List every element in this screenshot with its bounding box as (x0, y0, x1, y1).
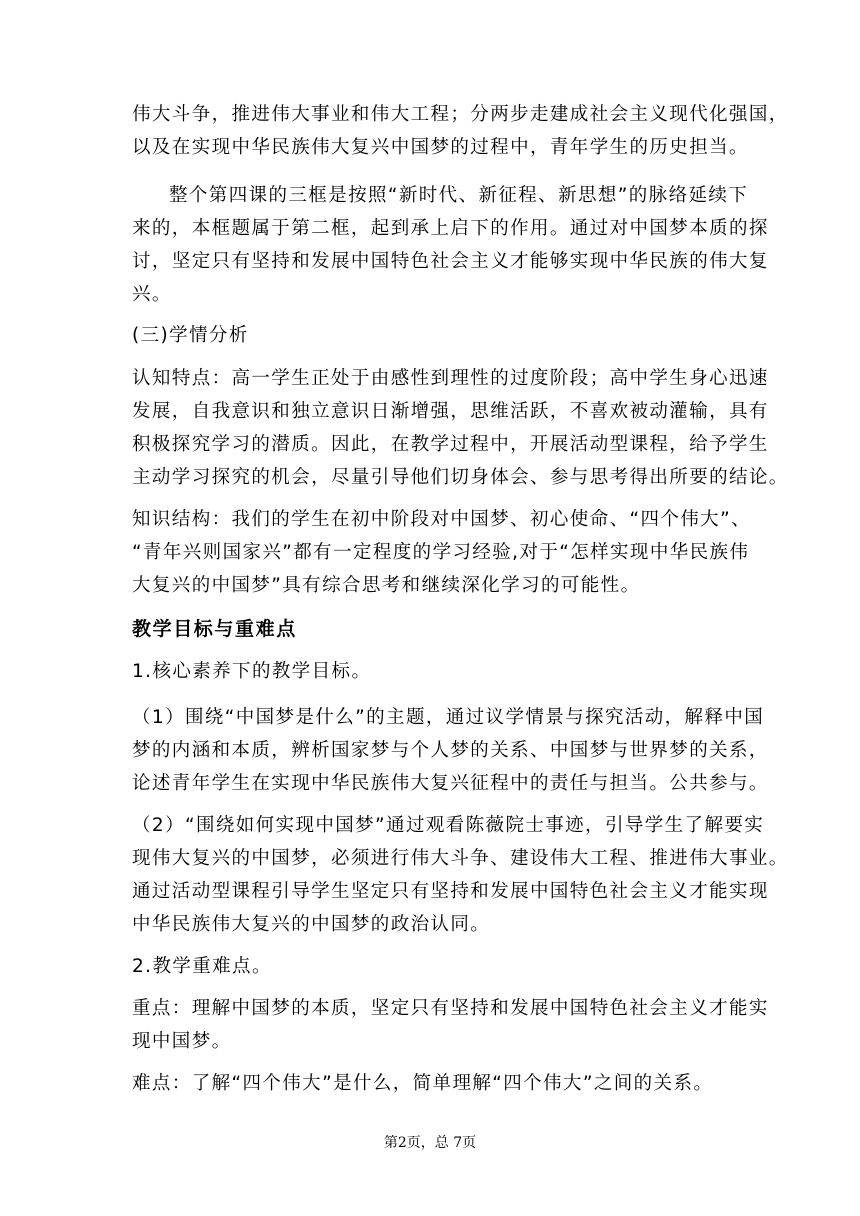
paragraph-line: （2）“围绕如何实现中国梦”通过观看陈薇院士事迹，引导学生了解要实 (132, 815, 765, 836)
paragraph-line: 通过活动型课程引导学生坚定只有坚持和发展中国特色社会主义才能实现 (132, 881, 769, 902)
paragraph-line: 发展，自我意识和独立意识日渐增强，思维活跃，不喜欢被动灌输，具有 (132, 401, 769, 422)
paragraph-line: 以及在实现中华民族伟大复兴中国梦的过程中，青年学生的历史担当。 (132, 137, 749, 158)
list-item-title: 1.核心素养下的教学目标。 (132, 661, 372, 682)
paragraph-line: 伟大斗争，推进伟大事业和伟大工程；分两步走建成社会主义现代化强国， (132, 104, 789, 125)
paragraph-line: 难点：了解“四个伟大”是什么，简单理解“四个伟大”之间的关系。 (132, 1073, 714, 1094)
paragraph-line: 来的，本框题属于第二框，起到承上启下的作用。通过对中国梦本质的探 (132, 218, 769, 239)
paragraph-line: 积极探究学习的潜质。因此，在教学过程中，开展活动型课程，给予学生 (132, 434, 769, 455)
page-footer: 第2页，总 7页 (383, 1135, 477, 1151)
paragraph-line: 现中国梦。 (132, 1031, 232, 1052)
paragraph-line: “青年兴则国家兴”都有一定程度的学习经验,对于“怎样实现中华民族伟 (132, 542, 750, 563)
section-heading: 教学目标与重难点 (132, 618, 297, 640)
paragraph-line: 中华民族伟大复兴的中国梦的政治认同。 (132, 914, 491, 935)
paragraph-line: 重点：理解中国梦的本质，坚定只有坚持和发展中国特色社会主义才能实 (132, 998, 769, 1019)
paragraph-line: 兴。 (132, 284, 172, 305)
paragraph-line: 梦的内涵和本质，辨析国家梦与个人梦的关系、中国梦与世界梦的关系， (132, 740, 769, 761)
paragraph-line: 论述青年学生在实现中华民族伟大复兴征程中的责任与担当。公共参与。 (132, 773, 769, 794)
paragraph-line: （1）围绕“中国梦是什么”的主题，通过议学情景与探究活动，解释中国 (132, 707, 765, 728)
paragraph-line: 主动学习探究的机会，尽量引导他们切身体会、参与思考得出所要的结论。 (132, 467, 789, 488)
paragraph-line: 大复兴的中国梦”具有综合思考和继续深化学习的可能性。 (132, 575, 641, 596)
paragraph-line: 知识结构：我们的学生在初中阶段对中国梦、初心使命、“四个伟大”、 (132, 509, 751, 530)
paragraph-line: 讨，坚定只有坚持和发展中国特色社会主义才能够实现中华民族的伟大复 (132, 251, 769, 272)
paragraph-line: 认知特点：高一学生正处于由感性到理性的过度阶段；高中学生身心迅速 (132, 368, 769, 389)
paragraph-line: 现伟大复兴的中国梦，必须进行伟大斗争、建设伟大工程、推进伟大事业。 (132, 848, 789, 869)
section-title: (三)学情分析 (132, 325, 249, 346)
paragraph-line: 整个第四课的三框是按照“新时代、新征程、新思想”的脉络延续下 (169, 185, 749, 206)
list-item-title: 2.教学重难点。 (132, 956, 272, 977)
